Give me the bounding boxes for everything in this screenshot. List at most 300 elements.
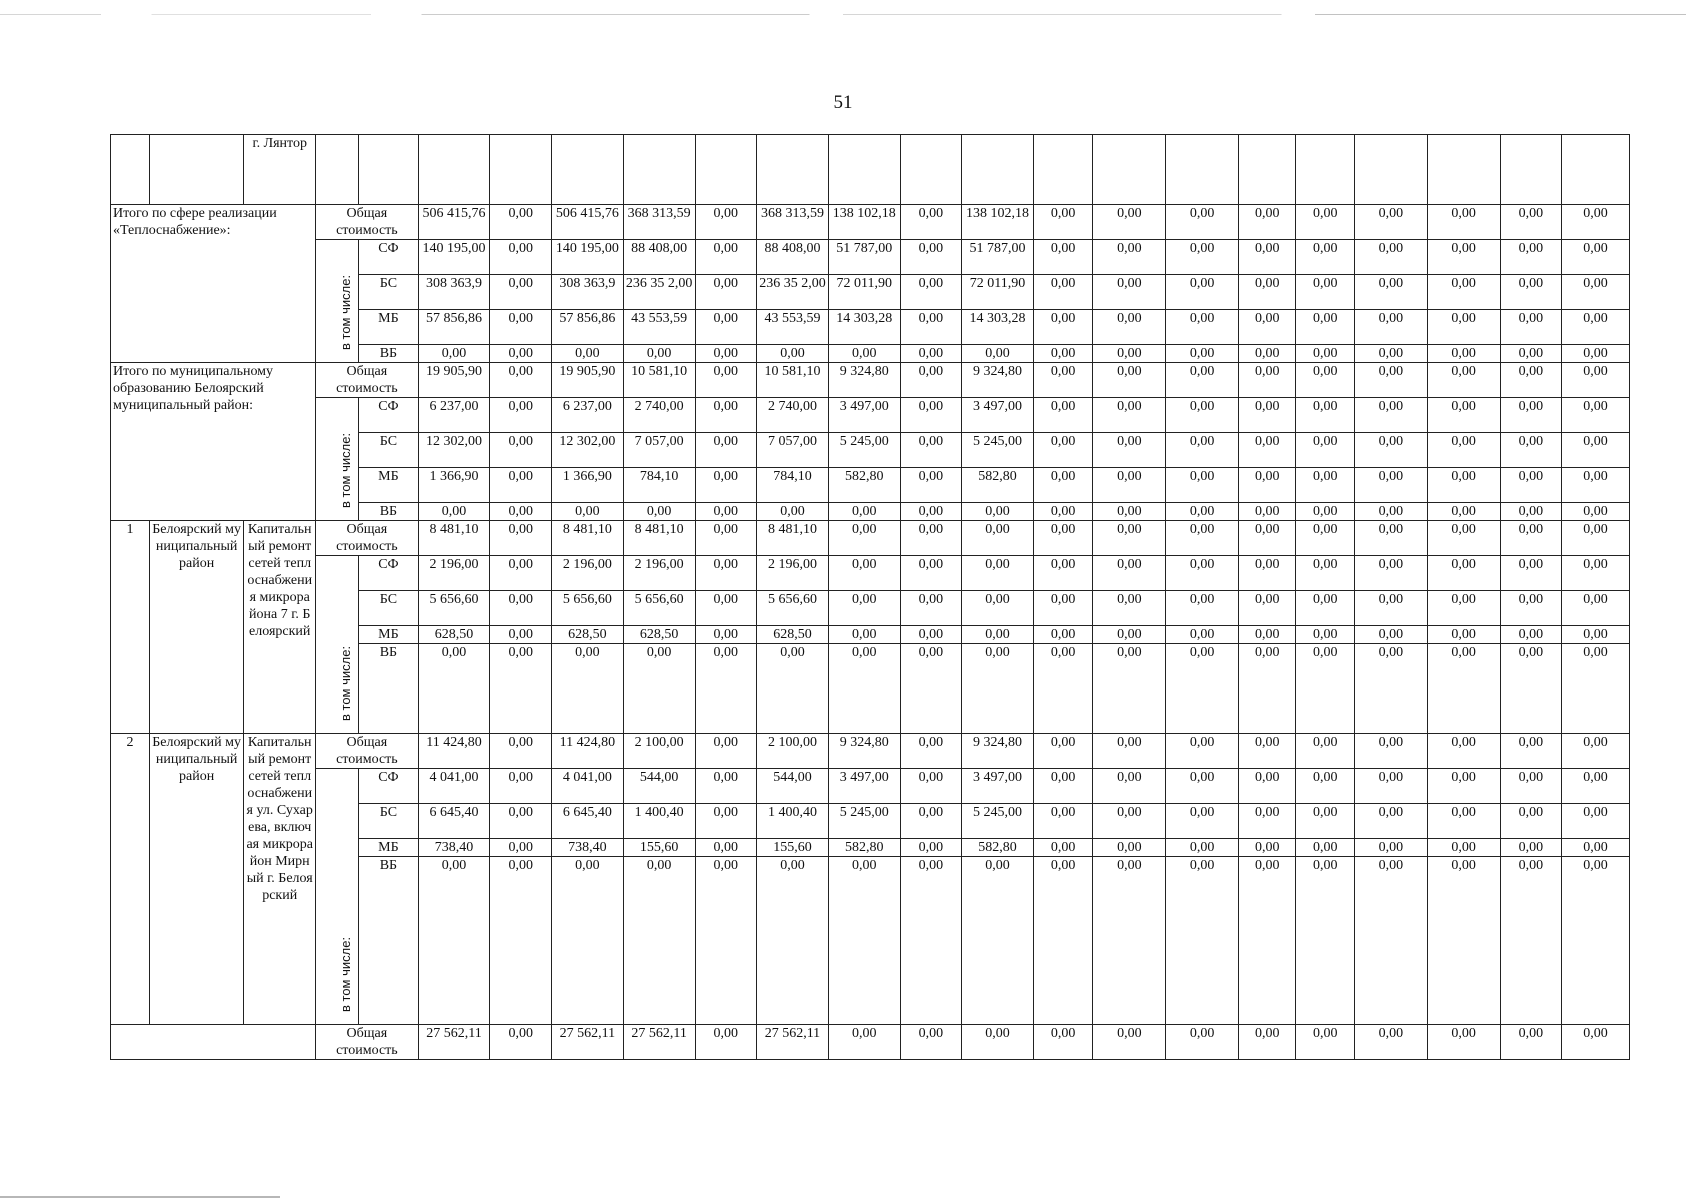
- value-cell: 0,00: [1500, 398, 1562, 433]
- value-cell: 784,10: [757, 468, 829, 503]
- row-number: 1: [111, 521, 150, 734]
- page-number: 51: [833, 92, 853, 113]
- value-cell: 0,00: [695, 345, 757, 363]
- value-cell: 0,00: [1562, 433, 1630, 468]
- value-cell: 0,00: [962, 591, 1034, 626]
- value-cell: 236 35 2,00: [757, 275, 829, 310]
- blank-cell: [1354, 135, 1427, 205]
- value-cell: 8 481,10: [551, 521, 623, 556]
- object-name: Капитальный ремонт сетей теплоснабжения микрорайона 7 г. Белоярский: [244, 521, 316, 734]
- value-cell: 0,00: [1427, 521, 1500, 556]
- blank-cell: [900, 135, 962, 205]
- value-cell: 0,00: [1354, 468, 1427, 503]
- value-cell: 0,00: [1239, 857, 1296, 1025]
- value-cell: 51 787,00: [828, 240, 900, 275]
- value-cell: 0,00: [1033, 556, 1092, 591]
- value-cell: 0,00: [551, 503, 623, 521]
- value-cell: 0,00: [1354, 310, 1427, 345]
- value-cell: 2 740,00: [623, 398, 695, 433]
- value-cell: 0,00: [1166, 345, 1239, 363]
- value-cell: 3 497,00: [962, 769, 1034, 804]
- value-cell: 236 35 2,00: [623, 275, 695, 310]
- value-cell: 0,00: [1166, 468, 1239, 503]
- blank-cell: [1166, 135, 1239, 205]
- value-cell: 0,00: [828, 556, 900, 591]
- value-cell: 0,00: [1562, 398, 1630, 433]
- source-mb-label: МБ: [359, 468, 418, 503]
- value-cell: 784,10: [623, 468, 695, 503]
- value-cell: 5 245,00: [962, 804, 1034, 839]
- value-cell: 6 237,00: [551, 398, 623, 433]
- value-cell: 0,00: [1166, 804, 1239, 839]
- blank-cell: [418, 135, 490, 205]
- place-cell: г. Лянтор: [244, 135, 316, 205]
- blank-cell: [1239, 135, 1296, 205]
- value-cell: 51 787,00: [962, 240, 1034, 275]
- value-cell: 0,00: [1239, 363, 1296, 398]
- value-cell: 0,00: [1296, 769, 1354, 804]
- value-cell: 0,00: [1562, 345, 1630, 363]
- value-cell: 582,80: [828, 839, 900, 857]
- value-cell: 0,00: [1354, 363, 1427, 398]
- value-cell: 0,00: [1093, 857, 1166, 1025]
- value-cell: 0,00: [695, 433, 757, 468]
- value-cell: 0,00: [490, 275, 552, 310]
- table-row: [111, 363, 1630, 398]
- including-label: [316, 556, 359, 734]
- value-cell: 0,00: [1354, 734, 1427, 769]
- value-cell: 14 303,28: [962, 310, 1034, 345]
- value-cell: 0,00: [1093, 240, 1166, 275]
- value-cell: 0,00: [1562, 503, 1630, 521]
- value-cell: 0,00: [1500, 240, 1562, 275]
- value-cell: 5 656,60: [551, 591, 623, 626]
- value-cell: 0,00: [1427, 734, 1500, 769]
- value-cell: 0,00: [1033, 857, 1092, 1025]
- value-cell: 8 481,10: [418, 521, 490, 556]
- total-cost-label: Общая стоимость: [316, 521, 419, 556]
- value-cell: 738,40: [551, 839, 623, 857]
- value-cell: 0,00: [1093, 1025, 1166, 1060]
- value-cell: 0,00: [1427, 503, 1500, 521]
- value-cell: 0,00: [1093, 503, 1166, 521]
- value-cell: 0,00: [1296, 345, 1354, 363]
- value-cell: 0,00: [1239, 310, 1296, 345]
- total-cost-label: Общая стоимость: [316, 363, 419, 398]
- value-cell: 0,00: [900, 857, 962, 1025]
- value-cell: 0,00: [1296, 521, 1354, 556]
- object-name: Капитальный ремонт сетей теплоснабжения ул. Сухарева, включая микрорайон Мирный г. Белоярский: [244, 734, 316, 1025]
- value-cell: 0,00: [1033, 398, 1092, 433]
- value-cell: 0,00: [1562, 644, 1630, 734]
- value-cell: 27 562,11: [623, 1025, 695, 1060]
- value-cell: 0,00: [695, 468, 757, 503]
- value-cell: 0,00: [900, 734, 962, 769]
- value-cell: 0,00: [1033, 591, 1092, 626]
- value-cell: 0,00: [1500, 310, 1562, 345]
- value-cell: 0,00: [490, 626, 552, 644]
- value-cell: 5 656,60: [418, 591, 490, 626]
- municipality-cell: [149, 135, 243, 205]
- value-cell: 57 856,86: [418, 310, 490, 345]
- value-cell: 0,00: [962, 503, 1034, 521]
- summary-label: Итого по муниципальному образованию Белоярский муниципальный район:: [111, 363, 316, 521]
- value-cell: 0,00: [900, 345, 962, 363]
- value-cell: 138 102,18: [828, 205, 900, 240]
- value-cell: 19 905,90: [551, 363, 623, 398]
- value-cell: 0,00: [490, 468, 552, 503]
- source-sf-label: СФ: [359, 556, 418, 591]
- value-cell: 0,00: [900, 275, 962, 310]
- value-cell: 0,00: [695, 310, 757, 345]
- value-cell: 0,00: [1296, 468, 1354, 503]
- value-cell: 3 497,00: [828, 769, 900, 804]
- value-cell: 0,00: [1500, 503, 1562, 521]
- value-cell: 0,00: [1033, 644, 1092, 734]
- value-cell: 0,00: [1296, 857, 1354, 1025]
- value-cell: 0,00: [962, 857, 1034, 1025]
- value-cell: 0,00: [695, 275, 757, 310]
- blank-cell: [111, 1025, 316, 1060]
- source-mb-label: МБ: [359, 310, 418, 345]
- value-cell: 0,00: [1562, 468, 1630, 503]
- value-cell: 0,00: [1500, 734, 1562, 769]
- value-cell: 0,00: [900, 433, 962, 468]
- value-cell: 2 196,00: [418, 556, 490, 591]
- value-cell: 0,00: [1562, 310, 1630, 345]
- value-cell: 0,00: [1562, 734, 1630, 769]
- blank-cell: [962, 135, 1034, 205]
- source-vb-label: ВБ: [359, 644, 418, 734]
- value-cell: 0,00: [828, 857, 900, 1025]
- table-row: [111, 240, 1630, 275]
- value-cell: 2 740,00: [757, 398, 829, 433]
- value-cell: 3 497,00: [962, 398, 1034, 433]
- value-cell: 155,60: [623, 839, 695, 857]
- value-cell: 0,00: [1166, 734, 1239, 769]
- value-cell: 0,00: [1033, 240, 1092, 275]
- value-cell: 0,00: [1354, 275, 1427, 310]
- value-cell: 0,00: [1427, 398, 1500, 433]
- value-cell: 0,00: [1500, 804, 1562, 839]
- value-cell: 0,00: [1296, 1025, 1354, 1060]
- value-cell: 0,00: [1296, 804, 1354, 839]
- blank-cell: [1500, 135, 1562, 205]
- value-cell: 0,00: [1166, 857, 1239, 1025]
- value-cell: 0,00: [1166, 839, 1239, 857]
- value-cell: 0,00: [1033, 1025, 1092, 1060]
- source-bs-label: БС: [359, 804, 418, 839]
- value-cell: 0,00: [1093, 398, 1166, 433]
- value-cell: 0,00: [1354, 626, 1427, 644]
- value-cell: 9 324,80: [962, 363, 1034, 398]
- value-cell: 0,00: [1500, 521, 1562, 556]
- value-cell: 0,00: [1033, 275, 1092, 310]
- value-cell: 0,00: [1500, 839, 1562, 857]
- value-cell: 1 400,40: [623, 804, 695, 839]
- value-cell: 0,00: [695, 626, 757, 644]
- value-cell: 0,00: [695, 240, 757, 275]
- source-vb-label: ВБ: [359, 345, 418, 363]
- value-cell: 0,00: [1500, 1025, 1562, 1060]
- municipality-name: Белоярский муниципальный район: [149, 521, 243, 734]
- value-cell: 0,00: [900, 503, 962, 521]
- value-cell: 0,00: [1166, 521, 1239, 556]
- value-cell: 0,00: [623, 503, 695, 521]
- value-cell: 0,00: [1239, 769, 1296, 804]
- value-cell: 0,00: [623, 857, 695, 1025]
- value-cell: 0,00: [1239, 839, 1296, 857]
- value-cell: 140 195,00: [551, 240, 623, 275]
- value-cell: 0,00: [1239, 205, 1296, 240]
- value-cell: 0,00: [1239, 556, 1296, 591]
- value-cell: 0,00: [695, 556, 757, 591]
- value-cell: 27 562,11: [757, 1025, 829, 1060]
- including-text: в том числе:: [338, 432, 354, 508]
- value-cell: 0,00: [1354, 644, 1427, 734]
- value-cell: 0,00: [1562, 556, 1630, 591]
- value-cell: 0,00: [1562, 769, 1630, 804]
- value-cell: 155,60: [757, 839, 829, 857]
- value-cell: 0,00: [900, 205, 962, 240]
- table-row: [111, 205, 1630, 240]
- value-cell: 0,00: [490, 644, 552, 734]
- value-cell: 0,00: [1093, 644, 1166, 734]
- value-cell: 0,00: [1296, 433, 1354, 468]
- value-cell: 628,50: [757, 626, 829, 644]
- value-cell: 0,00: [490, 205, 552, 240]
- value-cell: 0,00: [1166, 1025, 1239, 1060]
- value-cell: 0,00: [1427, 626, 1500, 644]
- value-cell: 57 856,86: [551, 310, 623, 345]
- value-cell: 0,00: [1562, 804, 1630, 839]
- value-cell: 0,00: [1239, 240, 1296, 275]
- value-cell: 0,00: [490, 398, 552, 433]
- value-cell: 5 245,00: [828, 433, 900, 468]
- source-mb-label: МБ: [359, 626, 418, 644]
- value-cell: 0,00: [695, 1025, 757, 1060]
- value-cell: 0,00: [1354, 205, 1427, 240]
- value-cell: 9 324,80: [828, 363, 900, 398]
- value-cell: 0,00: [962, 626, 1034, 644]
- value-cell: 0,00: [1500, 556, 1562, 591]
- table-row: [111, 556, 1630, 591]
- value-cell: 0,00: [695, 857, 757, 1025]
- blank-cell: [1033, 135, 1092, 205]
- value-cell: 0,00: [490, 363, 552, 398]
- value-cell: 0,00: [1562, 1025, 1630, 1060]
- value-cell: 0,00: [1427, 433, 1500, 468]
- value-cell: 0,00: [418, 345, 490, 363]
- value-cell: 1 400,40: [757, 804, 829, 839]
- value-cell: 0,00: [1427, 839, 1500, 857]
- value-cell: 1 366,90: [551, 468, 623, 503]
- value-cell: 6 237,00: [418, 398, 490, 433]
- value-cell: 0,00: [418, 857, 490, 1025]
- value-cell: 140 195,00: [418, 240, 490, 275]
- blank-cell: [695, 135, 757, 205]
- value-cell: 0,00: [962, 521, 1034, 556]
- value-cell: 308 363,9: [551, 275, 623, 310]
- num-cell: [111, 135, 150, 205]
- value-cell: 0,00: [1239, 398, 1296, 433]
- value-cell: 0,00: [1500, 433, 1562, 468]
- value-cell: 628,50: [551, 626, 623, 644]
- value-cell: 0,00: [1033, 363, 1092, 398]
- including-label: [316, 398, 359, 521]
- value-cell: 0,00: [757, 857, 829, 1025]
- value-cell: 0,00: [490, 240, 552, 275]
- value-cell: 0,00: [828, 345, 900, 363]
- value-cell: 2 196,00: [757, 556, 829, 591]
- blank-cell: [1562, 135, 1630, 205]
- value-cell: 0,00: [1093, 734, 1166, 769]
- value-cell: 0,00: [695, 398, 757, 433]
- value-cell: 0,00: [900, 521, 962, 556]
- value-cell: 0,00: [551, 857, 623, 1025]
- value-cell: 0,00: [695, 734, 757, 769]
- value-cell: 5 245,00: [962, 433, 1034, 468]
- value-cell: 0,00: [900, 804, 962, 839]
- value-cell: 0,00: [1427, 644, 1500, 734]
- value-cell: 582,80: [962, 468, 1034, 503]
- value-cell: 0,00: [1093, 769, 1166, 804]
- value-cell: 0,00: [1354, 345, 1427, 363]
- value-cell: 7 057,00: [623, 433, 695, 468]
- value-cell: 0,00: [551, 345, 623, 363]
- value-cell: 0,00: [900, 468, 962, 503]
- value-cell: 0,00: [1427, 205, 1500, 240]
- value-cell: 628,50: [418, 626, 490, 644]
- value-cell: 0,00: [1093, 804, 1166, 839]
- value-cell: 0,00: [1239, 734, 1296, 769]
- value-cell: 8 481,10: [623, 521, 695, 556]
- value-cell: 2 100,00: [757, 734, 829, 769]
- value-cell: 0,00: [695, 591, 757, 626]
- source-vb-label: ВБ: [359, 857, 418, 1025]
- source-mb-label: МБ: [359, 839, 418, 857]
- value-cell: 0,00: [1354, 839, 1427, 857]
- value-cell: 0,00: [1427, 804, 1500, 839]
- value-cell: 0,00: [1296, 734, 1354, 769]
- value-cell: 14 303,28: [828, 310, 900, 345]
- value-cell: 0,00: [490, 556, 552, 591]
- value-cell: 5 656,60: [757, 591, 829, 626]
- value-cell: 0,00: [1354, 556, 1427, 591]
- value-cell: 0,00: [828, 521, 900, 556]
- value-cell: 0,00: [1562, 240, 1630, 275]
- table-row: [111, 521, 1630, 556]
- value-cell: 0,00: [1093, 839, 1166, 857]
- value-cell: 0,00: [1354, 521, 1427, 556]
- including-label: [316, 240, 359, 363]
- value-cell: 4 041,00: [551, 769, 623, 804]
- table-body: [111, 135, 1630, 1060]
- value-cell: 0,00: [490, 310, 552, 345]
- source-sf-label: СФ: [359, 769, 418, 804]
- value-cell: 0,00: [1354, 1025, 1427, 1060]
- value-cell: 0,00: [1166, 769, 1239, 804]
- value-cell: 0,00: [1166, 310, 1239, 345]
- value-cell: 0,00: [1500, 345, 1562, 363]
- value-cell: 0,00: [1427, 363, 1500, 398]
- value-cell: 0,00: [1354, 769, 1427, 804]
- total-cost-label: Общая стоимость: [316, 734, 419, 769]
- value-cell: 0,00: [962, 345, 1034, 363]
- value-cell: 0,00: [1562, 857, 1630, 1025]
- source-vb-label: ВБ: [359, 503, 418, 521]
- value-cell: 0,00: [1093, 521, 1166, 556]
- value-cell: 0,00: [962, 1025, 1034, 1060]
- value-cell: 0,00: [1354, 591, 1427, 626]
- value-cell: 6 645,40: [418, 804, 490, 839]
- including-text: в том числе:: [338, 936, 354, 1012]
- value-cell: 0,00: [757, 345, 829, 363]
- value-cell: 4 041,00: [418, 769, 490, 804]
- row-number: 2: [111, 734, 150, 1025]
- source-bs-label: БС: [359, 591, 418, 626]
- value-cell: 0,00: [1093, 433, 1166, 468]
- value-cell: 0,00: [1354, 804, 1427, 839]
- value-cell: 0,00: [1296, 205, 1354, 240]
- value-cell: 0,00: [695, 804, 757, 839]
- value-cell: 582,80: [828, 468, 900, 503]
- value-cell: 0,00: [1239, 468, 1296, 503]
- value-cell: 0,00: [1296, 503, 1354, 521]
- value-cell: 0,00: [828, 1025, 900, 1060]
- including-label: [316, 769, 359, 1025]
- value-cell: 0,00: [418, 503, 490, 521]
- value-cell: 9 324,80: [962, 734, 1034, 769]
- value-cell: 0,00: [1562, 839, 1630, 857]
- value-cell: 0,00: [490, 591, 552, 626]
- value-cell: 0,00: [828, 644, 900, 734]
- value-cell: 0,00: [1500, 205, 1562, 240]
- value-cell: 0,00: [1166, 626, 1239, 644]
- value-cell: 0,00: [1500, 857, 1562, 1025]
- value-cell: 0,00: [757, 644, 829, 734]
- source-sf-label: СФ: [359, 398, 418, 433]
- value-cell: 0,00: [1239, 503, 1296, 521]
- value-cell: 0,00: [1239, 626, 1296, 644]
- value-cell: 0,00: [1033, 839, 1092, 857]
- value-cell: 0,00: [900, 398, 962, 433]
- value-cell: 0,00: [1427, 240, 1500, 275]
- value-cell: 0,00: [1296, 363, 1354, 398]
- value-cell: 8 481,10: [757, 521, 829, 556]
- value-cell: 0,00: [828, 503, 900, 521]
- value-cell: 0,00: [695, 521, 757, 556]
- value-cell: 0,00: [623, 644, 695, 734]
- value-cell: 12 302,00: [418, 433, 490, 468]
- summary-label: Итого по сфере реализации «Теплоснабжение»:: [111, 205, 316, 363]
- value-cell: 0,00: [1427, 769, 1500, 804]
- blank-cell: [316, 135, 359, 205]
- value-cell: 0,00: [1427, 591, 1500, 626]
- table-row: [111, 734, 1630, 769]
- value-cell: 0,00: [551, 644, 623, 734]
- value-cell: 0,00: [1427, 310, 1500, 345]
- value-cell: 0,00: [900, 644, 962, 734]
- value-cell: 0,00: [1296, 556, 1354, 591]
- value-cell: 0,00: [1166, 644, 1239, 734]
- value-cell: 0,00: [1296, 310, 1354, 345]
- value-cell: 11 424,80: [418, 734, 490, 769]
- value-cell: 0,00: [1093, 556, 1166, 591]
- value-cell: 5 245,00: [828, 804, 900, 839]
- value-cell: 0,00: [900, 591, 962, 626]
- value-cell: 0,00: [1354, 857, 1427, 1025]
